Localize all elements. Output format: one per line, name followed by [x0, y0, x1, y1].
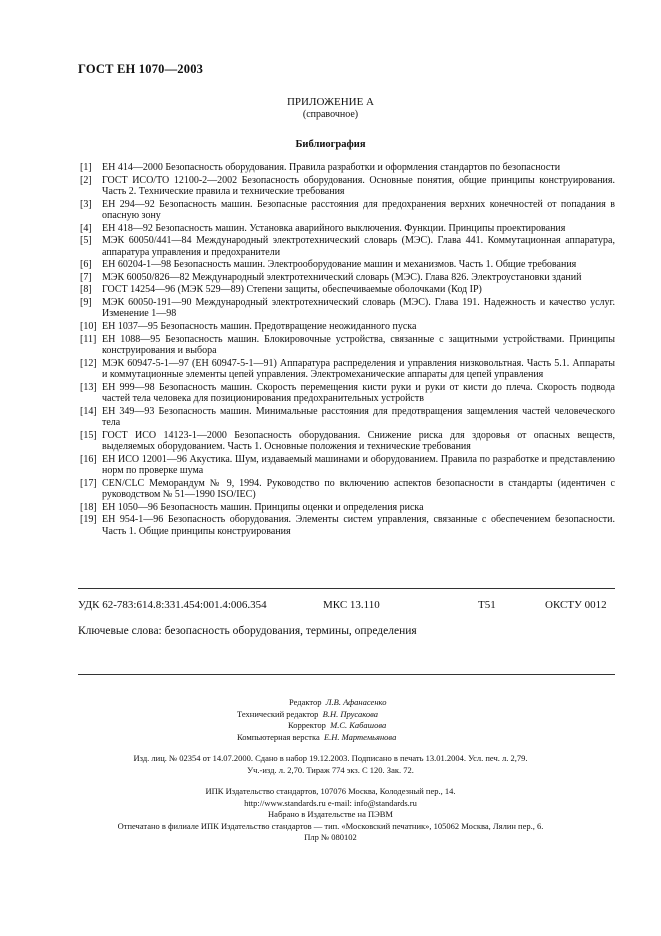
bibliography-item-text: ЕН 414—2000 Безопасность оборудования. Правила разработки и оформления стандартов по безопасности [102, 162, 561, 173]
bibliography-item [80, 382, 615, 405]
bibliography-item-text: ГОСТ ИСО 14123-1—2000 Безопасность оборудования. Снижение риска для здоровья от опасных веществ, выделяемых оборудованием. Часть 1. Основные положения и технические требования [102, 429, 615, 452]
bibliography-item-number: [9] [80, 296, 92, 308]
bibliography-item-text: ЕН 954-1—96 Безопасность оборудования. Элементы систем управления, связанные с обеспечением безопасности. Часть 1. Общие принципы конструирования [102, 514, 615, 537]
printer-line: http://www.standards.ru e-mail: info@standards.ru [244, 797, 417, 808]
bibliography-item-number: [12] [80, 357, 97, 369]
bibliography-item [80, 284, 615, 295]
credit-role: Компьютерная верстка [237, 731, 320, 742]
credit-name: В.Н. Прусакова [322, 708, 378, 719]
bibliography-item-text: ЕН 1050—96 Безопасность машин. Принципы оценки и определения риска [102, 501, 424, 513]
bibliography-item [80, 502, 615, 513]
bibliography-item-text: МЭК 60050/441—84 Международный электротехнический словарь (МЭС). Глава 441. Коммутационная аппаратура, аппаратура управления и предохранители [102, 235, 615, 258]
bibliography-item [80, 162, 615, 173]
printer-line: Набрано в Издательстве на ПЭВМ [268, 809, 393, 819]
bibliography-title: Библиография [295, 139, 366, 150]
bibliography-item-number: [14] [80, 405, 97, 417]
bibliography-item [80, 199, 615, 222]
bibliography-item-text: ЕН 1088—95 Безопасность машин. Блокировочные устройства, связанные с защитными устройствами. Принципы конструирования и выбора [102, 333, 615, 356]
credit-editor [0, 697, 661, 709]
credit-role: Технический редактор [237, 708, 319, 719]
bibliography-item-number: [13] [80, 381, 97, 393]
appendix-subtitle: (справочное) [302, 109, 359, 120]
bibliography-item-number: [4] [80, 222, 92, 234]
bibliography-item [80, 514, 615, 537]
credits-block [0, 697, 661, 743]
credit-name: Л.В. Афанасенко [325, 697, 387, 707]
bibliography-item-number: [7] [80, 271, 92, 283]
credit-role: Редактор [289, 697, 322, 707]
bibliography-item-number: [16] [80, 453, 97, 465]
bibliography-item-text: ЕН 349—93 Безопасность машин. Минимальные расстояния для предотвращения защемления частей человеческого тела [102, 405, 615, 428]
mks-code: МКС 13.110 [323, 599, 380, 611]
bibliography-item-text: CEN/CLC Меморандум № 9, 1994. Руководство по включению аспектов безопасности в стандарты (идентичен с руководством № 51—1990 ISO/IEC) [102, 477, 615, 500]
credit-tech-editor [0, 709, 661, 721]
printer-line: ИПК Издательство стандартов, 107076 Москва, Колодезный пер., 14. [205, 786, 456, 796]
bibliography-item-number: [15] [80, 429, 97, 441]
bibliography-item [80, 235, 615, 258]
bibliography-item-text: ЕН 418—92 Безопасность машин. Установка аварийного выключения. Функции. Принципы проектирования [102, 222, 566, 234]
okstu-code: ОКСТУ 0012 [545, 599, 607, 611]
credit-corrector [0, 720, 661, 732]
credit-name: М.С. Кабашова [330, 720, 387, 730]
credit-layout [0, 732, 661, 744]
udk-code: УДК 62-783:614.8:331.454:001.4:006.354 [78, 599, 267, 611]
credit-role: Корректор [288, 720, 326, 730]
bibliography-item [80, 478, 615, 501]
printer-info [0, 786, 661, 844]
credit-name: Е.Н. Мартемьянова [323, 731, 397, 742]
bibliography-item-text: МЭК 60947-5-1—97 (ЕН 60947-5-1—91) Аппаратура распределения и управления низковольтная. Часть 5.1. Аппараты и коммутационные элементы цепей управления. Электромеханические аппараты для цепей управления [102, 357, 615, 380]
bibliography-item-text: МЭК 60050/826—82 Международный электротехнический словарь (МЭС). Глава 826. Электроустановки зданий [102, 271, 582, 283]
bibliography-item-number: [10] [80, 320, 97, 332]
bibliography-item [80, 175, 615, 198]
bibliography-item [80, 321, 615, 332]
bibliography-item-text: ГОСТ ИСО/ТО 12100-2—2002 Безопасность оборудования. Основные понятия, общие принципы конструирования. Часть 2. Технические правила и технические требования [102, 174, 615, 197]
bibliography-item [80, 334, 615, 357]
publishing-line: Уч.-изд. л. 2,70. Тираж 774 экз. С 120. Зак. 72. [247, 764, 414, 775]
bibliography-item-number: [6] [80, 259, 92, 271]
publishing-line: Изд. лиц. № 02354 от 14.07.2000. Сдано в набор 19.12.2003. Подписано в печать 13.01.2004. Усл. печ. л. 2,79. [133, 753, 528, 763]
bibliography-item [80, 223, 615, 234]
bibliography-item-text: ЕН ИСО 12001—96 Акустика. Шум, издаваемый машинами и оборудованием. Правила по разработке и представлению норм по проверке шума [102, 453, 615, 476]
bibliography-list [80, 162, 615, 538]
appendix-title: ПРИЛОЖЕНИЕ А [286, 96, 374, 108]
bibliography-item-number: [17] [80, 477, 97, 489]
bibliography-item-text: ЕН 60204-1—98 Безопасность машин. Электрооборудование машин и механизмов. Часть 1. Общие требования [102, 259, 577, 271]
bibliography-item-text: МЭК 60050-191—90 Международный электротехнический словарь (МЭС). Глава 191. Надежность и качество услуг. Изменение 1—98 [102, 296, 615, 320]
bibliography-item-number: [2] [80, 174, 92, 186]
bibliography-item-number: [3] [80, 198, 92, 210]
bibliography-item-text: ЕН 999—98 Безопасность машин. Скорость перемещения кисти руки и руки от кисти до плеча. Скорость подвода частей тела человека для позиционирования предохранительных устройств [102, 381, 615, 404]
bibliography-item-text: ЕН 294—92 Безопасность машин. Безопасные расстояния для предохранения верхних конечностей от попадания в опасную зону [102, 198, 615, 221]
bibliography-item-number: [5] [80, 235, 92, 247]
bibliography-item [80, 358, 615, 381]
bibliography-item-number: [18] [80, 501, 97, 513]
printer-line: Плр № 080102 [304, 832, 357, 842]
bibliography-item-text: ЕН 1037—95 Безопасность машин. Предотвращение неожиданного пуска [102, 320, 417, 332]
bibliography-item-number: [1] [80, 162, 92, 173]
bibliography-item-number: [11] [80, 333, 97, 345]
printer-line: Отпечатано в филиале ИПК Издательство стандартов — тип. «Московский печатник», 105062 Москва, Лялин пер., 6. [117, 820, 544, 831]
bibliography-item-number: [8] [80, 284, 92, 296]
keywords-line: Ключевые слова: безопасность оборудования, термины, определения [78, 625, 417, 637]
bibliography-item-text: ГОСТ 14254—96 (МЭК 529—89) Степени защиты, обеспечиваемые оболочками (Код IP) [102, 284, 482, 296]
divider-line [78, 674, 615, 675]
bibliography-item-number: [19] [80, 514, 97, 526]
publishing-info [0, 753, 661, 776]
bibliography-item [80, 454, 615, 477]
bibliography-item [80, 430, 615, 453]
bibliography-item [80, 272, 615, 283]
standard-header: ГОСТ ЕН 1070—2003 [78, 62, 204, 76]
bibliography-item [80, 297, 615, 320]
divider-line [78, 588, 615, 589]
bibliography-item [80, 406, 615, 429]
t-code: Т51 [478, 599, 496, 611]
bibliography-item [80, 259, 615, 270]
